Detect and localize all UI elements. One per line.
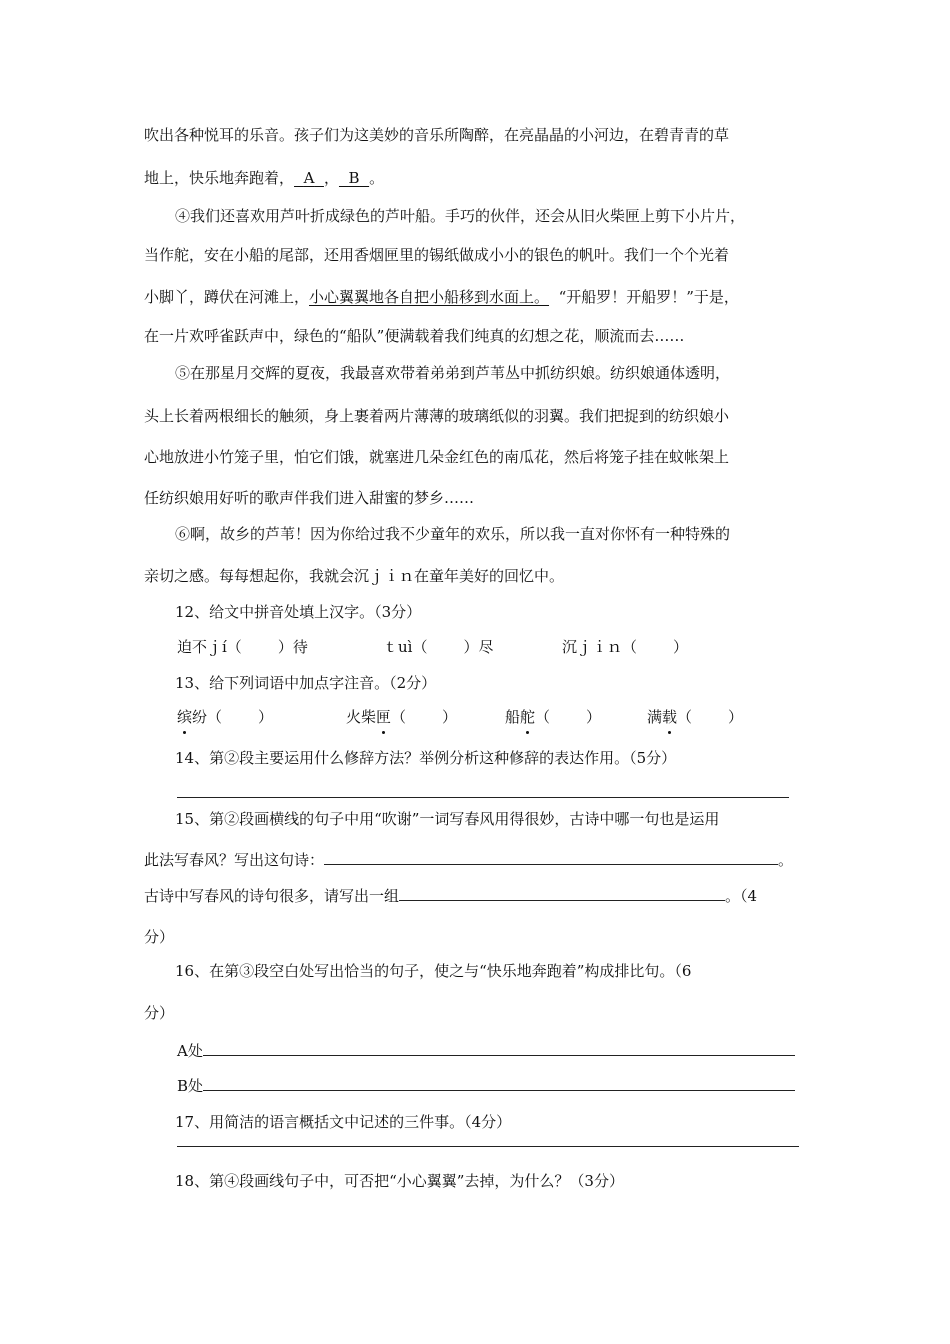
q15-line2 [144, 849, 793, 871]
q13-item-1 [177, 706, 273, 728]
q12-item-2 [383, 636, 493, 658]
passage-p4-line4: 在一片欢呼雀跃声中，绿色的“船队”便满载着我们纯真的幻想之花，顺流而去…… [144, 327, 685, 345]
underlined-sentence: 小心翼翼地各自把小船移到水面上。 [309, 288, 550, 306]
q15-line3 [144, 885, 757, 907]
q12-item-1 [177, 636, 308, 658]
passage-p3-line1: 吹出各种悦耳的乐音。孩子们为这美妙的音乐所陶醉，在亮晶晶的小河边，在碧青青的草 [144, 126, 730, 144]
passage-p5-line2: 头上长着两根细长的触须，身上裹着两片薄薄的玻璃纸似的羽翼。我们把捉到的纺织娘小 [144, 407, 730, 425]
q15-poem-blank[interactable] [324, 850, 778, 865]
q16-a-label: A处 [177, 1042, 203, 1060]
q16-b-label: B处 [177, 1077, 204, 1095]
q13-item-3-rest: （ [535, 708, 551, 726]
q13-item-3-dotted: 舵 [520, 708, 536, 726]
blank-a-label: A [303, 169, 315, 187]
passage-p3-line2-text: 地上，快乐地奔跑着， [144, 169, 295, 187]
passage-p4-line3 [144, 286, 739, 308]
q12-item-1-pre: 迫不ｊí（ [177, 638, 242, 656]
passage-p6-line1: ⑥啊，故乡的芦苇！因为你给过我不少童年的欢乐，所以我一直对你怀有一种特殊的 [175, 525, 731, 543]
q13-item-4 [647, 706, 743, 728]
passage-p6-line2: 亲切之感。每每想起你，我就会沉ｊｉｎ在童年美好的回忆中。 [144, 567, 565, 585]
q13-item-1-close: ） [258, 708, 274, 726]
q12-item-3-pre: 沉ｊｉｎ（ [562, 638, 638, 656]
q13-item-2-close: ） [442, 708, 458, 726]
q17-title: 17、用简洁的语言概括文中记述的三件事。（4分） [175, 1113, 512, 1131]
q13-item-3 [505, 706, 601, 728]
q13-item-4-rest: （ [677, 708, 693, 726]
q16-a [177, 1040, 795, 1062]
passage-p3-line2-end: 。 [369, 169, 385, 187]
q15-line2-end: 。 [778, 851, 794, 869]
q13-item-4-close: ） [728, 708, 744, 726]
q13-item-2-rest: （ [391, 708, 407, 726]
passage-p3-line2 [144, 167, 384, 189]
q12-title: 12、给文中拼音处填上汉字。（3分） [175, 603, 422, 621]
passage-p4-line2: 当作舵，安在小船的尾部，还用香烟匣里的锡纸做成小小的银色的帆叶。我们一个个光着 [144, 246, 730, 264]
passage-p5-line3: 心地放进小竹笼子里，怕它们饿，就塞进几朵金红色的南瓜花，然后将笼子挂在蚊帐架上 [144, 448, 730, 466]
q16-a-blank[interactable] [203, 1041, 795, 1056]
q13-item-4-dotted: 载 [662, 708, 678, 726]
q13-item-1-rest: 纷（ [192, 708, 223, 726]
q13-item-2 [346, 706, 457, 728]
q12-item-2-pre: ｔuì（ [383, 638, 428, 656]
q15-line1: 15、第②段画横线的句子中用“吹谢”一词写春风用得很妙，古诗中哪一句也是运用 [175, 810, 720, 828]
q13-item-3-pre: 船 [505, 708, 521, 726]
passage-p5-line1: ⑤在那星月交辉的夏夜，我最喜欢带着弟弟到芦苇丛中抓纺织娘。纺织娘通体透明， [175, 364, 731, 382]
q15-line2-text: 此法写春风？写出这句诗： [144, 851, 325, 869]
q12-item-3-post: ） [673, 638, 689, 656]
q14-title: 14、第②段主要运用什么修辞方法？举例分析这种修辞的表达作用。（5分） [175, 749, 677, 767]
passage-p4-line3-text: 小脚丫，蹲伏在河滩上， [144, 288, 310, 306]
passage-p4-line3-quote: “开船罗！开船罗！”于是， [558, 288, 739, 306]
passage-p4-line1: ④我们还喜欢用芦叶折成绿色的芦叶船。手巧的伙伴，还会从旧火柴匣上剪下小片片， [175, 207, 746, 225]
q13-item-3-close: ） [586, 708, 602, 726]
q14-answer-line[interactable] [177, 797, 789, 798]
q12-item-3 [562, 636, 688, 658]
q16-line2: 分） [144, 1004, 175, 1022]
q15-line4: 分） [144, 928, 175, 946]
q13-item-2-dotted: 匣 [376, 708, 392, 726]
q16-b-blank[interactable] [203, 1076, 795, 1091]
blank-a [294, 169, 324, 187]
passage-p5-line4: 任纺织娘用好听的歌声伴我们进入甜蜜的梦乡…… [144, 489, 475, 507]
q13-title: 13、给下列词语中加点字注音。（2分） [175, 674, 437, 692]
q15-poems-blank[interactable] [399, 886, 725, 901]
q15-line3-end: 。（4 [725, 887, 758, 905]
blank-b [339, 169, 369, 187]
q13-item-4-pre: 满 [647, 708, 663, 726]
q16-line1: 16、在第③段空白处写出恰当的句子，使之与“快乐地奔跑着”构成排比句。（6 [175, 962, 692, 980]
q15-line3-text: 古诗中写春风的诗句很多，请写出一组 [144, 887, 400, 905]
q17-answer-line[interactable] [177, 1146, 799, 1147]
q12-item-1-post: ）待 [277, 638, 308, 656]
blank-separator: ， [323, 169, 339, 187]
q18-title: 18、第④段画线句子中，可否把“小心翼翼”去掉，为什么？（3分） [175, 1172, 624, 1190]
blank-b-label: B [348, 169, 360, 187]
q16-b [177, 1075, 795, 1097]
q12-item-2-post: ）尽 [463, 638, 494, 656]
q13-item-1-dotted: 缤 [177, 708, 193, 726]
q13-item-2-pre: 火柴 [346, 708, 377, 726]
